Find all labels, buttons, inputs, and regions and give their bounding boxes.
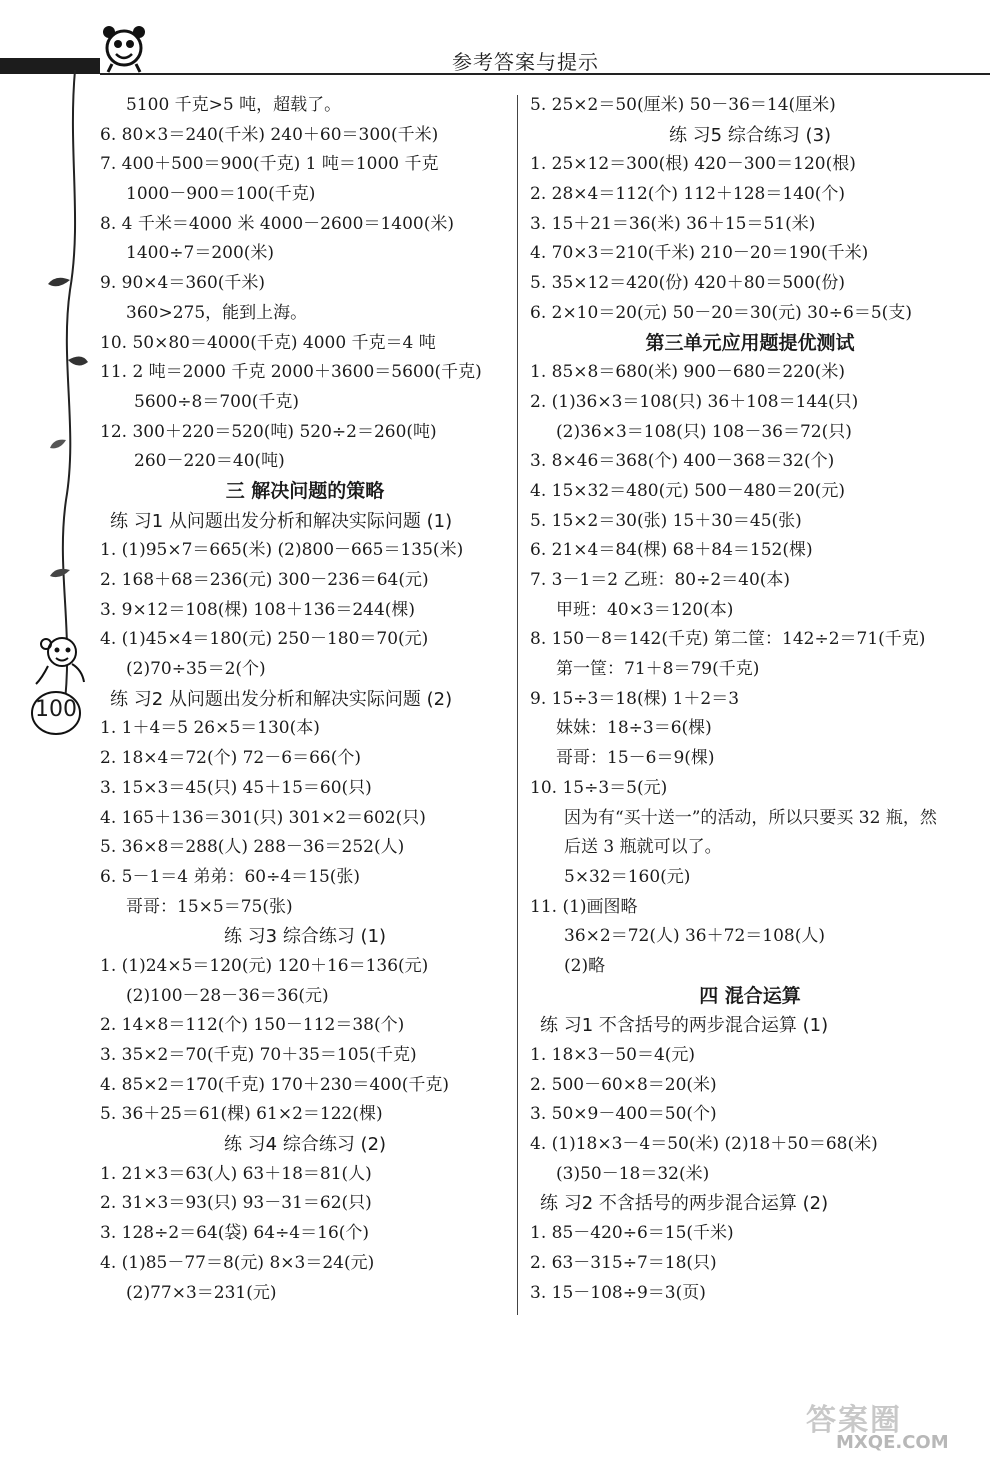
answer-continuation: 第一筐：71＋8＝79(千克) — [556, 659, 760, 680]
exercise-heading: 练 习2 不含括号的两步混合运算 (2) — [540, 1193, 829, 1215]
answer-continuation: 1000－900＝100(千克) — [126, 184, 316, 205]
left-column — [100, 91, 510, 1308]
answer-line: 6. 5－1＝4 弟弟：60÷4＝15(张) — [100, 866, 361, 887]
answer-line: 6. 2×10＝20(元) 50－20＝30(元) 30÷6＝5(支) — [530, 302, 912, 323]
exercise-heading: 练 习5 综合练习 (3) — [668, 124, 832, 146]
answer-line: 9. 15÷3＝18(棵) 1＋2＝3 — [530, 688, 740, 709]
answer-line: 2. 500－60×8＝20(米) — [530, 1074, 717, 1095]
vine-decoration — [30, 70, 90, 710]
answer-line: 3. 35×2＝70(千克) 70＋35＝105(千克) — [100, 1045, 417, 1065]
answer-continuation: 妹妹：18÷3＝6(棵) — [556, 718, 712, 739]
answer-line: 1. (1)95×7＝665(米) (2)800－665＝135(米) — [100, 540, 464, 561]
answer-line: 2. (1)36×3＝108(只) 36＋108＝144(只) — [530, 391, 859, 412]
answer-line: 7. 3－1＝2 乙班：80÷2＝40(本) — [530, 570, 791, 590]
answer-continuation: (2)77×3＝231(元) — [126, 1282, 277, 1303]
answer-line: 8. 4 千米＝4000 米 4000－2600＝1400(米) — [100, 213, 454, 234]
answer-line: 4. (1)18×3－4＝50(米) (2)18＋50＝68(米) — [530, 1134, 878, 1155]
answer-continuation: 哥哥：15－6＝9(棵) — [556, 748, 715, 769]
answer-line: 2. 14×8＝112(个) 150－112＝38(个) — [100, 1015, 405, 1036]
answer-line: 1. 85－420÷6＝15(千米) — [530, 1223, 734, 1244]
answer-line: 2. 63－315÷7＝18(只) — [530, 1252, 717, 1273]
answer-line: 5. 15×2＝30(张) 15＋30＝45(张) — [530, 510, 802, 531]
answer-line: 4. 15×32＝480(元) 500－480＝20(元) — [530, 480, 846, 501]
answer-line: 3. 15＋21＝36(米) 36＋15＝51(米) — [530, 213, 816, 234]
answer-line: 2. 168＋68＝236(元) 300－236＝64(元) — [100, 570, 429, 590]
answer-line: 10. 50×80＝4000(千克) 4000 千克＝4 吨 — [100, 332, 436, 353]
answer-line: 2. 31×3＝93(只) 93－31＝62(只) — [100, 1193, 372, 1214]
answer-line: 5. 36×8＝288(人) 288－36＝252(人) — [100, 837, 405, 858]
section-heading: 三 解决问题的策略 — [225, 479, 385, 502]
answer-line: 6. 80×3＝240(千米) 240＋60＝300(千米) — [100, 124, 439, 145]
answer-line: 12. 300＋220＝520(吨) 520÷2＝260(吨) — [100, 421, 437, 442]
page-number: 100 — [35, 697, 77, 722]
exercise-heading: 练 习1 不含括号的两步混合运算 (1) — [540, 1015, 829, 1037]
watermark-logo: 答案圈 — [806, 1403, 902, 1438]
answer-line: 10. 15÷3＝5(元) — [530, 777, 668, 798]
answer-line: 3. 15×3＝45(只) 45＋15＝60(只) — [100, 777, 372, 798]
answer-line: 7. 400＋500＝900(千克) 1 吨＝1000 千克 — [100, 154, 439, 175]
answer-line: 1. 1＋4＝5 26×5＝130(本) — [100, 718, 320, 739]
answer-continuation: 哥哥：15×5＝75(张) — [126, 896, 293, 917]
answer-continuation: 360>275，能到上海。 — [126, 302, 308, 323]
answer-continuation: 5600÷8＝700(千克) — [134, 391, 300, 412]
answer-line: 8. 150－8＝142(千克) 第二筐：142÷2＝71(千克) — [530, 629, 926, 650]
answer-continuation: 260－220＝40(吨) — [134, 451, 285, 472]
answer-continuation: (2)100－28－36＝36(元) — [126, 985, 329, 1006]
exercise-heading: 练 习4 综合练习 (2) — [223, 1134, 387, 1156]
column-divider — [517, 95, 518, 1315]
answer-continuation: 5100 千克>5 吨，超载了。 — [126, 95, 342, 115]
answer-line: 2. 18×4＝72(个) 72－6＝66(个) — [100, 748, 361, 769]
answer-line: 1. 18×3－50＝4(元) — [530, 1045, 696, 1065]
answer-continuation: (2)70÷35＝2(个) — [126, 659, 266, 680]
section-heading: 四 混合运算 — [699, 984, 801, 1007]
exercise-heading: 练 习1 从问题出发分析和解决实际问题 (1) — [110, 510, 453, 532]
answer-line: 3. 128÷2＝64(袋) 64÷4＝16(个) — [100, 1223, 370, 1244]
answer-continuation: 后送 3 瓶就可以了。 — [564, 837, 722, 858]
answer-continuation: 1400÷7＝200(米) — [126, 243, 275, 264]
answer-continuation: (3)50－18＝32(米) — [556, 1163, 710, 1184]
answer-line: 4. (1)85－77＝8(元) 8×3＝24(元) — [100, 1252, 375, 1273]
section-heading: 第三单元应用题提优测试 — [645, 331, 855, 354]
answer-line: 3. 8×46＝368(个) 400－368＝32(个) — [530, 451, 835, 472]
answer-line: 5. 25×2＝50(厘米) 50－36＝14(厘米) — [530, 95, 836, 115]
answer-line: 4. 165＋136＝301(只) 301×2＝602(只) — [100, 807, 426, 828]
answer-line: 9. 90×4＝360(千米) — [100, 273, 266, 294]
answer-line: 1. 25×12＝300(根) 420－300＝120(根) — [530, 154, 856, 175]
exercise-heading: 练 习3 综合练习 (1) — [223, 926, 387, 948]
answer-line: 5. 35×12＝420(份) 420＋80＝500(份) — [530, 273, 846, 294]
answer-continuation: 因为有“买十送一”的活动，所以只要买 32 瓶，然 — [564, 807, 937, 828]
answer-line: 11. (1)画图略 — [530, 896, 638, 917]
answer-line: 1. 21×3＝63(人) 63＋18＝81(人) — [100, 1163, 372, 1184]
answer-line: 3. 9×12＝108(棵) 108＋136＝244(棵) — [100, 599, 416, 620]
answer-continuation: 36×2＝72(人) 36＋72＝108(人) — [564, 926, 825, 947]
answer-continuation: (2)略 — [564, 955, 606, 976]
answer-line: 1. (1)24×5＝120(元) 120＋16＝136(元) — [100, 955, 429, 976]
exercise-heading: 练 习2 从问题出发分析和解决实际问题 (2) — [110, 688, 453, 710]
answer-line: 3. 15－108÷9＝3(页) — [530, 1282, 706, 1303]
answer-line: 5. 36＋25＝61(棵) 61×2＝122(棵) — [100, 1104, 383, 1125]
alarm-clock-mascot-icon — [100, 22, 150, 74]
answer-line: 4. 70×3＝210(千米) 210－20＝190(千米) — [530, 243, 869, 264]
answer-line: 3. 50×9－400＝50(个) — [530, 1104, 717, 1125]
answer-line: 4. (1)45×4＝180(元) 250－180＝70(元) — [100, 629, 429, 650]
monkey-mascot-icon — [22, 628, 92, 698]
answer-continuation: 甲班：40×3＝120(本) — [556, 599, 734, 620]
page-title: 参考答案与提示 — [452, 50, 599, 74]
answer-line: 2. 28×4＝112(个) 112＋128＝140(个) — [530, 184, 846, 205]
right-column — [530, 91, 970, 1308]
answer-line: 1. 85×8＝680(米) 900－680＝220(米) — [530, 362, 846, 383]
answer-line: 4. 85×2＝170(千克) 170＋230＝400(千克) — [100, 1074, 450, 1095]
answer-line: 6. 21×4＝84(棵) 68＋84＝152(棵) — [530, 540, 813, 561]
answer-line: 11. 2 吨＝2000 千克 2000＋3600＝5600(千克) — [100, 362, 482, 383]
watermark-url: MXQE.COM — [836, 1432, 949, 1453]
answer-continuation: (2)36×3＝108(只) 108－36＝72(只) — [556, 421, 852, 442]
answer-continuation: 5×32＝160(元) — [564, 866, 691, 887]
